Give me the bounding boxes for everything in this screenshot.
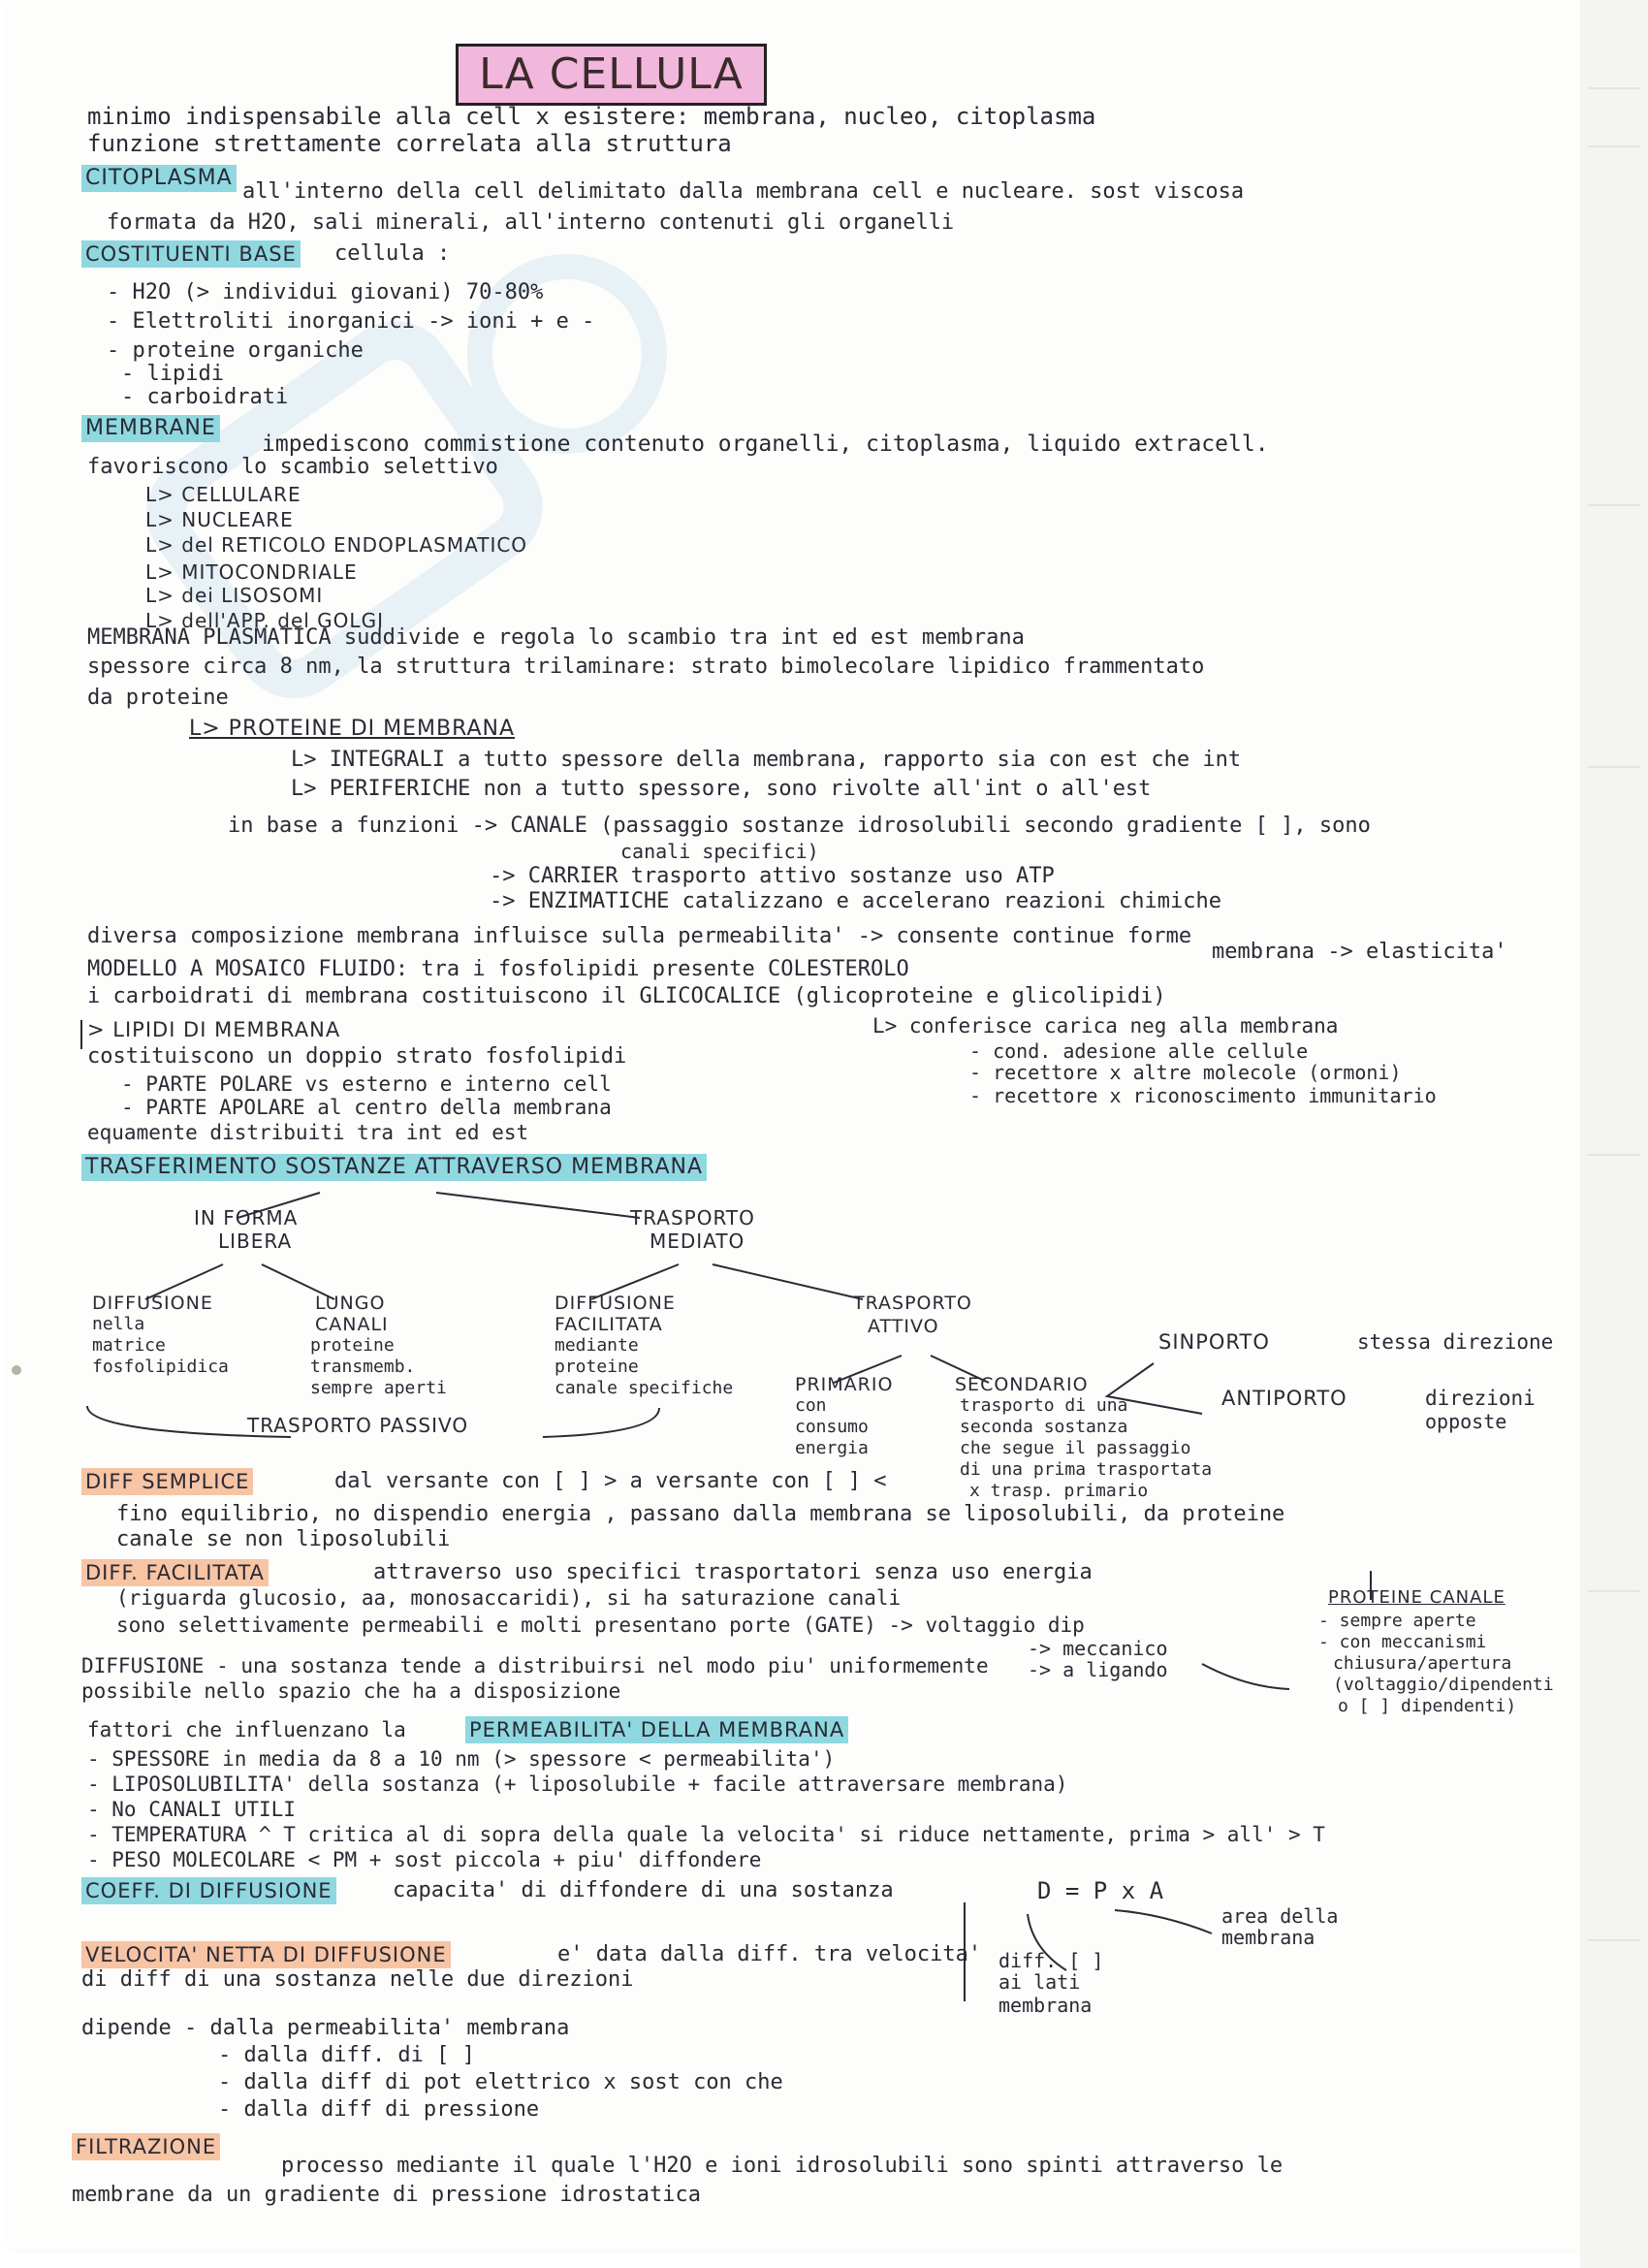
section-heading: COSTITUENTI BASE bbox=[81, 240, 301, 268]
note-line: SINPORTO bbox=[1158, 1330, 1270, 1354]
note-line: D = P x A bbox=[1037, 1877, 1164, 1904]
note-line: LIBERA bbox=[218, 1230, 293, 1253]
note-line: - No CANALI UTILI bbox=[87, 1798, 296, 1821]
note-line: proteine bbox=[310, 1335, 395, 1356]
note-line: di diff di una sostanza nelle due direzioni bbox=[81, 1967, 634, 1992]
note-line: i carboidrati di membrana costituiscono il GLICOCALICE (glicoproteine e glicolipidi) bbox=[87, 984, 1166, 1008]
note-line: (riguarda glucosio, aa, monosaccaridi), si ha saturazione canali bbox=[116, 1586, 902, 1610]
note-line: canale se non liposolubili bbox=[116, 1527, 451, 1551]
note-line: dipende - dalla permeabilita' membrana bbox=[81, 2016, 570, 2040]
note-line: da proteine bbox=[87, 686, 229, 710]
note-line: membrana bbox=[998, 1994, 1093, 2017]
note-line: costituiscono un doppio strato fosfolipidi bbox=[87, 1044, 627, 1069]
note-line: - dalla diff. di [ ] bbox=[218, 2043, 475, 2067]
note-line: - TEMPERATURA ^ T critica al di sopra della quale la velocita' si riduce nettamente, prima > all' > T bbox=[87, 1823, 1325, 1846]
note-line: TRASPORTO bbox=[853, 1293, 972, 1314]
section-heading: CITOPLASMA bbox=[81, 165, 237, 192]
note-line: membrana bbox=[1221, 1926, 1315, 1949]
note-line: L> PROTEINE DI MEMBRANA bbox=[189, 717, 516, 741]
note-line: membrane da un gradiente di pressione idrostatica bbox=[72, 2183, 702, 2207]
note-line: L> MITOCONDRIALE bbox=[145, 560, 358, 584]
note-line: mediante bbox=[555, 1335, 639, 1356]
note-line: equamente distribuiti tra int ed est bbox=[87, 1121, 529, 1144]
note-line: > LIPIDI DI MEMBRANA bbox=[87, 1018, 341, 1041]
note-line: - recettore x altre molecole (ormoni) bbox=[969, 1061, 1402, 1084]
note-line: - dalla diff di pot elettrico x sost con che bbox=[218, 2070, 783, 2094]
note-line: - sempre aperte bbox=[1318, 1611, 1476, 1631]
note-line: - PARTE APOLARE al centro della membrana bbox=[121, 1096, 612, 1119]
note-line: LUNGO bbox=[315, 1293, 386, 1314]
note-line: CANALI bbox=[315, 1314, 389, 1335]
note-line: opposte bbox=[1425, 1410, 1507, 1433]
note-line: possibile nello spazio che ha a disposizione bbox=[81, 1679, 621, 1703]
note-line: SECONDARIO bbox=[955, 1374, 1089, 1395]
note-line: - carboidrati bbox=[121, 385, 289, 409]
note-line: o [ ] dipendenti) bbox=[1338, 1696, 1517, 1716]
note-line: canale specifiche bbox=[555, 1378, 734, 1398]
note-line: funzione strettamente correlata alla struttura bbox=[87, 130, 732, 157]
note-line: trasporto di una bbox=[960, 1395, 1128, 1416]
note-line: canali specifici) bbox=[620, 840, 819, 863]
note-line: capacita' di diffondere di una sostanza bbox=[393, 1878, 894, 1902]
note-line: - H2O (> individui giovani) 70-80% bbox=[107, 280, 544, 304]
note-line: che segue il passaggio bbox=[960, 1438, 1191, 1458]
note-line: -> a ligando bbox=[1028, 1658, 1168, 1681]
note-line: membrana -> elasticita' bbox=[1212, 940, 1507, 964]
note-line: attraverso uso specifici trasportatori senza uso energia bbox=[373, 1560, 1093, 1584]
note-line: TRASPORTO bbox=[630, 1206, 755, 1230]
note-line: matrice bbox=[92, 1335, 166, 1356]
note-line: - recettore x riconoscimento immunitario bbox=[969, 1084, 1437, 1107]
note-line: - Elettroliti inorganici -> ioni + e - bbox=[107, 309, 595, 334]
note-line: PROTEINE CANALE bbox=[1328, 1587, 1505, 1608]
note-line: all'interno della cell delimitato dalla membrana cell e nucleare. sost viscosa bbox=[242, 179, 1245, 204]
note-line: L> del RETICOLO ENDOPLASMATICO bbox=[145, 533, 528, 557]
note-line: (voltaggio/dipendenti bbox=[1333, 1675, 1554, 1695]
note-line: FACILITATA bbox=[555, 1314, 663, 1335]
note-line: stessa direzione bbox=[1357, 1330, 1554, 1354]
note-line: L> INTEGRALI a tutto spessore della membrana, rapporto sia con est che int bbox=[291, 748, 1242, 772]
note-line: e' data dalla diff. tra velocita' bbox=[557, 1942, 982, 1966]
note-line: - PESO MOLECOLARE < PM + sost piccola + piu' diffondere bbox=[87, 1848, 762, 1871]
note-line: - SPESSORE in media da 8 a 10 nm (> spessore < permeabilita') bbox=[87, 1747, 836, 1771]
note-line: -> meccanico bbox=[1028, 1637, 1168, 1660]
note-line: DIFFUSIONE - una sostanza tende a distribuirsi nel modo piu' uniformemente bbox=[81, 1654, 989, 1677]
note-line: - PARTE POLARE vs esterno e interno cell bbox=[121, 1072, 612, 1096]
note-line: sempre aperti bbox=[310, 1378, 447, 1398]
note-line: L> dei LISOSOMI bbox=[145, 584, 324, 607]
note-line: MEDIATO bbox=[650, 1230, 745, 1253]
note-line: L> NUCLEARE bbox=[145, 508, 294, 531]
note-line: -> CARRIER trasporto attivo sostanze uso ATP bbox=[490, 864, 1055, 888]
section-heading: MEMBRANE bbox=[81, 415, 220, 442]
note-line: direzioni bbox=[1425, 1387, 1536, 1410]
note-line: diversa composizione membrana influisce sulla permeabilita' -> consente continue forme bbox=[87, 924, 1192, 948]
section-heading: FILTRAZIONE bbox=[72, 2133, 220, 2160]
note-line: processo mediante il quale l'H2O e ioni idrosolubili sono spinti attraverso le bbox=[281, 2154, 1284, 2178]
punch-hole bbox=[12, 1365, 21, 1375]
note-line: transmemb. bbox=[310, 1357, 416, 1377]
note-line: sono selettivamente permeabili e molti presentano porte (GATE) -> voltaggio dip bbox=[116, 1613, 1085, 1637]
note-line: L> CELLULARE bbox=[145, 483, 301, 506]
note-line: minimo indispensabile alla cell x esistere: membrana, nucleo, citoplasma bbox=[87, 103, 1096, 130]
note-line: ANTIPORTO bbox=[1221, 1387, 1347, 1410]
note-line: PRIMARIO bbox=[795, 1374, 894, 1395]
note-line: IN FORMA bbox=[194, 1206, 299, 1230]
note-line: energia bbox=[795, 1438, 869, 1458]
note-line: nella bbox=[92, 1314, 145, 1334]
note-line: - LIPOSOLUBILITA' della sostanza (+ liposolubile + facile attraversare membrana) bbox=[87, 1773, 1068, 1796]
section-heading: DIFF. FACILITATA bbox=[81, 1559, 269, 1586]
note-line: MEMBRANA PLASMATICA suddivide e regola lo scambio tra int ed est membrana bbox=[87, 625, 1025, 650]
page-title: LA CELLULA bbox=[456, 44, 767, 106]
note-line: favoriscono lo scambio selettivo bbox=[87, 455, 498, 479]
note-line: ai lati bbox=[998, 1970, 1081, 1994]
note-line: L> dell'APP. del GOLGI bbox=[145, 609, 384, 632]
note-line: - proteine organiche bbox=[107, 338, 364, 363]
note-line: - cond. adesione alle cellule bbox=[969, 1039, 1309, 1063]
note-line: diff. [ ] bbox=[998, 1949, 1104, 1972]
note-line: MODELLO A MOSAICO FLUIDO: tra i fosfolipidi presente COLESTEROLO bbox=[87, 957, 909, 981]
note-line: dal versante con [ ] > a versante con [ ] < bbox=[334, 1469, 887, 1493]
note-line: - con meccanismi bbox=[1318, 1632, 1487, 1652]
note-line: con bbox=[795, 1395, 827, 1416]
back-page-edge bbox=[1580, 0, 1648, 2268]
note-line: consumo bbox=[795, 1417, 869, 1437]
note-line: L> conferisce carica neg alla membrana bbox=[872, 1014, 1339, 1038]
note-line: cellula : bbox=[334, 241, 451, 266]
note-line: - dalla diff di pressione bbox=[218, 2097, 540, 2122]
note-line: TRASPORTO PASSIVO bbox=[247, 1414, 469, 1437]
note-line: fosfolipidica bbox=[92, 1357, 229, 1377]
section-heading: TRASFERIMENTO SOSTANZE ATTRAVERSO MEMBRANA bbox=[81, 1154, 707, 1181]
note-line: area della bbox=[1221, 1904, 1339, 1928]
note-line: - lipidi bbox=[121, 362, 224, 386]
section-heading: VELOCITA' NETTA DI DIFFUSIONE bbox=[81, 1941, 451, 1968]
note-line: seconda sostanza bbox=[960, 1417, 1128, 1437]
note-line: in base a funzioni -> CANALE (passaggio sostanze idrosolubili secondo gradiente [ ], sono bbox=[228, 814, 1371, 838]
note-line: -> ENZIMATICHE catalizzano e accelerano reazioni chimiche bbox=[490, 889, 1221, 913]
section-heading: PERMEABILITA' DELLA MEMBRANA bbox=[465, 1716, 848, 1743]
note-line: chiusura/apertura bbox=[1333, 1653, 1512, 1674]
note-line: di una prima trasportata bbox=[960, 1459, 1213, 1480]
note-line: proteine bbox=[555, 1357, 639, 1377]
note-line: x trasp. primario bbox=[969, 1481, 1149, 1501]
note-line: DIFFUSIONE bbox=[92, 1293, 213, 1314]
note-line: fattori che influenzano la bbox=[87, 1718, 406, 1741]
section-heading: DIFF SEMPLICE bbox=[81, 1468, 253, 1495]
note-line: ATTIVO bbox=[868, 1316, 939, 1337]
note-line: impediscono commistione contenuto organelli, citoplasma, liquido extracell. bbox=[262, 431, 1269, 457]
note-line: spessore circa 8 nm, la struttura trilaminare: strato bimolecolare lipidico frammentato bbox=[87, 655, 1205, 679]
note-line: DIFFUSIONE bbox=[555, 1293, 676, 1314]
section-heading: COEFF. DI DIFFUSIONE bbox=[81, 1877, 336, 1904]
note-line: formata da H2O, sali minerali, all'interno contenuti gli organelli bbox=[107, 210, 955, 235]
note-line: fino equilibrio, no dispendio energia , passano dalla membrana se liposolubili, da proteine bbox=[116, 1502, 1285, 1526]
note-line: L> PERIFERICHE non a tutto spessore, sono rivolte all'int o all'est bbox=[291, 777, 1152, 801]
